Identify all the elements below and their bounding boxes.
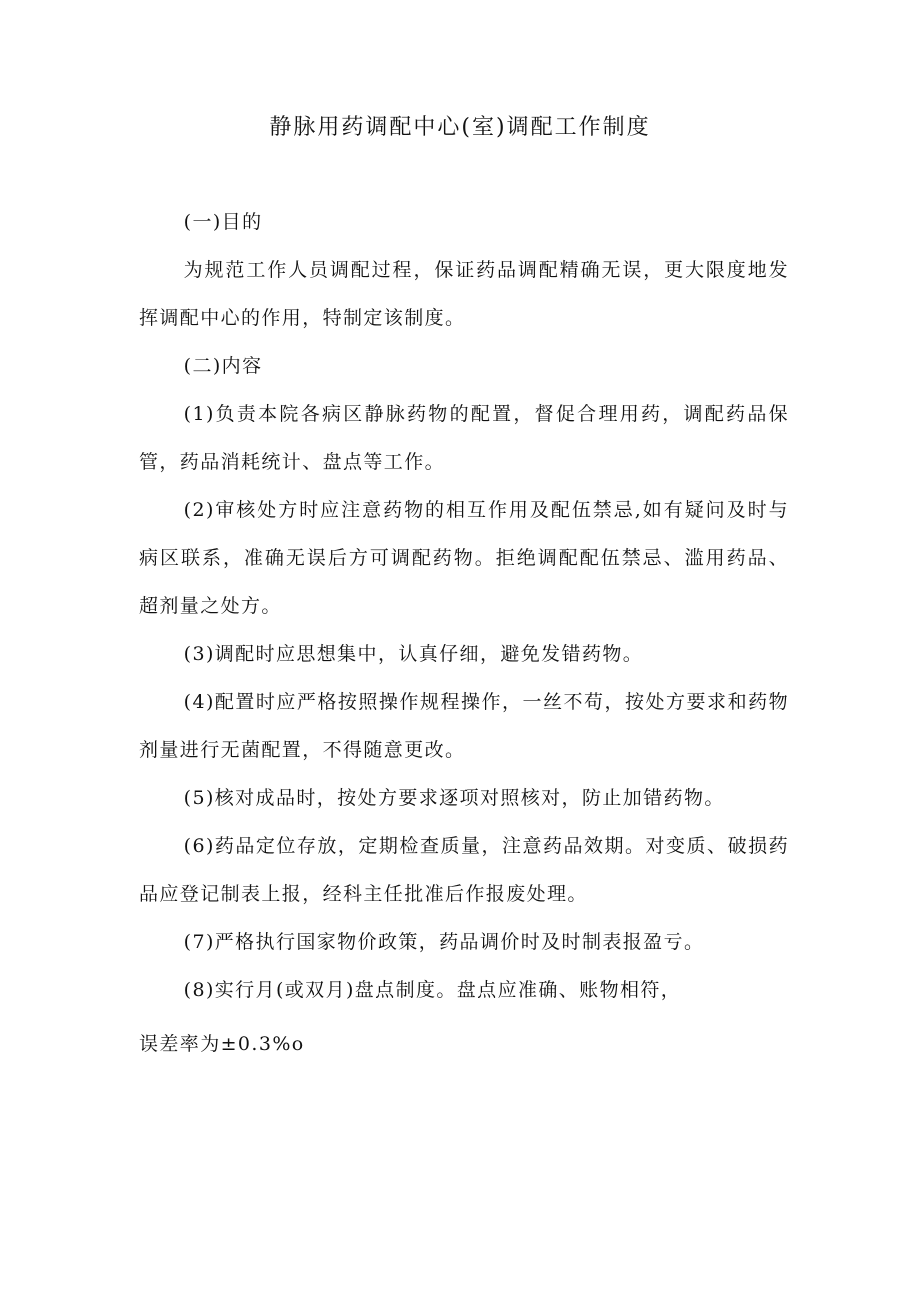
content-item-8: (8)实行月(或双月)盘点制度。盘点应准确、账物相符， [183,979,682,1001]
content-item-2: (2)审核处方时应注意药物的相互作用及配伍禁忌,如有疑问及时与病区联系，准确无误后方可调配药物。拒绝调配配伍禁忌、滥用药品、超剂量之处方。 [139,499,789,617]
section-heading-purpose: (一)目的 [183,211,263,233]
content-item-6: (6)药品定位存放，定期检查质量，注意药品效期。对变质、破损药品应登记制表上报，经科主任批准后作报废处理。 [139,835,789,905]
content-item-5: (5)核对成品时，按处方要求逐项对照核对，防止加错药物。 [183,787,725,809]
content-item-7: (7)严格执行国家物价政策，药品调价时及时制表报盈亏。 [183,931,705,953]
content-item-4: (4)配置时应严格按照操作规程操作，一丝不苟，按处方要求和药物剂量进行无菌配置，不得随意更改。 [139,691,789,761]
content-item-1: (1)负责本院各病区静脉药物的配置，督促合理用药，调配药品保管，药品消耗统计、盘点等工作。 [139,403,789,473]
document-body [139,198,789,1068]
section-heading-content: (二)内容 [183,355,263,377]
content-item-8-continuation: 误差率为±0.3%o [139,1033,305,1055]
purpose-paragraph: 为规范工作人员调配过程，保证药品调配精确无误，更大限度地发挥调配中心的作用，特制定该制度。 [139,259,789,329]
document-title: 静脉用药调配中心(室)调配工作制度 [269,115,651,140]
content-item-3: (3)调配时应思想集中，认真仔细，避免发错药物。 [183,643,644,665]
